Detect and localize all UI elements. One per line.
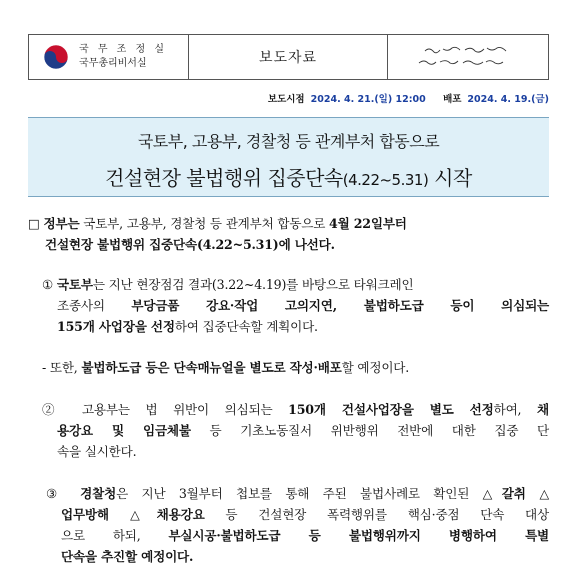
p4-line3: 속을 실시한다. xyxy=(57,444,137,459)
p5-line1-a: 경찰청 xyxy=(80,486,117,501)
release-info xyxy=(0,91,549,105)
doc-type: 보도자료 xyxy=(189,35,388,79)
p5-line2-a: 업무방해 △채용강요 xyxy=(61,507,205,522)
p4-line2-a: 용강요 및 임금체불 xyxy=(57,423,191,438)
p5-line3 xyxy=(46,525,549,546)
p5-line2 xyxy=(46,504,549,525)
p4-line1-d: 채 xyxy=(537,402,549,417)
org-logo-cell xyxy=(29,35,189,79)
p1-date: 4월 22일부터 xyxy=(329,216,407,231)
p2-line3 xyxy=(42,316,549,337)
p2-line1-text: 는 지난 현장점검 결과(3.22~4.19)를 바탕으로 타워크레인 xyxy=(92,277,414,292)
p4-line2 xyxy=(42,420,549,441)
p4-line1-a: 고용부는 법 위반이 의심되는 xyxy=(81,402,289,417)
circled-number-2: ② xyxy=(42,402,67,417)
circled-number-3: ③ xyxy=(46,486,67,501)
p4-line2-b: 등 기초노동질서 위반행위 전반에 대한 집중 단 xyxy=(190,423,550,438)
p5-line1-b: 은 지난 3월부터 첩보를 통해 주된 불법사례로 확인된 xyxy=(116,486,483,501)
p5-line1 xyxy=(46,483,549,504)
paragraph-police xyxy=(46,483,549,567)
distribute-value: 2024. 4. 19.(금) xyxy=(467,94,549,105)
p2-line3-b: 하여 집중단속할 계획이다. xyxy=(174,319,318,334)
press-header xyxy=(28,34,549,80)
p2-line2-a: 조종사의 xyxy=(57,298,132,313)
p4-line1-b: 150개 건설사업장을 별도 선정 xyxy=(288,402,494,417)
embargo-value: 2024. 4. 21.(일) 12:00 xyxy=(310,94,426,105)
p5-line3-a: 으로 하되, xyxy=(61,528,169,543)
p1-subject: 정부는 xyxy=(43,216,80,231)
paragraph-manual xyxy=(42,357,549,378)
main-title xyxy=(28,162,549,191)
p1-text: 국토부, 고용부, 경찰청 등 관계부처 합동으로 xyxy=(79,216,330,231)
org-name-line1: 국 무 조 정 실 xyxy=(79,44,168,55)
dash-bullet: - xyxy=(42,360,47,375)
main-title-part-a: 건설현장 불법행위 집중단속 xyxy=(105,166,343,190)
p4-line1 xyxy=(42,399,549,420)
p3-a: 또한, xyxy=(46,360,82,375)
p3-b: 불법하도급 등은 단속매뉴얼을 별도로 작성·배포 xyxy=(81,360,342,375)
main-title-period: (4.22~5.31) xyxy=(342,171,429,189)
p4-line1-c: 하여, xyxy=(493,402,538,417)
p1-line2: 건설현장 불법행위 집중단속(4.22~5.31)에 나선다. xyxy=(45,237,335,252)
distribute-label: 배포 xyxy=(443,94,462,105)
square-bullet: □ xyxy=(28,216,40,231)
p5-line2-b: 등 건설현장 폭력행위를 핵심·중점 단속 대상 xyxy=(204,507,549,522)
paragraph-summary xyxy=(28,213,549,255)
paragraph-molit xyxy=(42,274,549,337)
p3-c: 할 예정이다. xyxy=(341,360,410,375)
embargo-label: 보도시점 xyxy=(267,94,305,105)
handwritten-slogan-image xyxy=(413,43,523,71)
p2-agency: 국토부 xyxy=(56,277,93,292)
p5-line1-c: △갈취 △ xyxy=(482,486,550,501)
taegeuk-emblem-icon xyxy=(43,44,69,70)
p2-line2-b: 부당금품 강요·작업 고의지연, 불법하도급 등이 의심되는 xyxy=(131,298,550,313)
p2-line2 xyxy=(42,295,549,316)
title-box xyxy=(28,117,549,197)
circled-number-1: ① xyxy=(42,277,54,292)
p5-line4: 단속을 추진할 예정이다. xyxy=(61,549,194,564)
p2-line3-a: 155개 사업장을 선정 xyxy=(57,319,175,334)
org-name-line2: 국무총리비서실 xyxy=(79,58,147,69)
p5-line3-b: 부실시공·불법하도급 등 불법행위까지 병행하여 특별 xyxy=(168,528,549,543)
subtitle: 국토부, 고용부, 경찰청 등 관계부처 합동으로 xyxy=(137,132,440,151)
paragraph-moel xyxy=(42,399,549,462)
slogan-signature-cell xyxy=(388,35,548,79)
main-title-part-c: 시작 xyxy=(428,166,472,190)
